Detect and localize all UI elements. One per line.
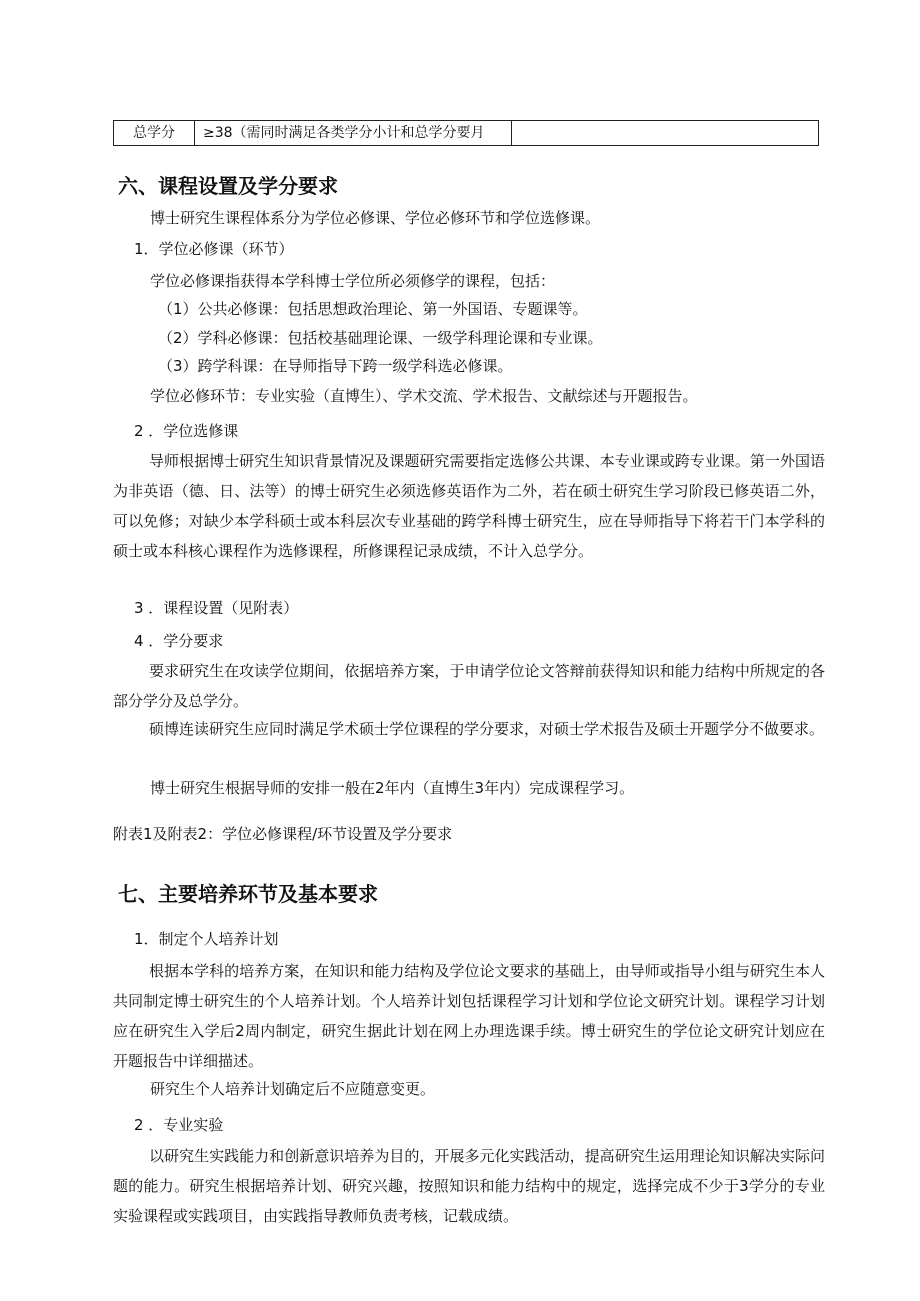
section6-heading: 六、课程设置及学分要求 [118,174,338,198]
section7-item2-para: 以研究生实践能力和创新意识培养为目的，开展多元化实践活动，提高研究生运用理论知识解决实际问题的能力。研究生根据培养计划、研究兴趣，按照知识和能力结构中的规定，选择完成不少于3学分的专业实验课程或实践项目，由实践指导教师负责考核，记载成绩。 [113,1147,825,1225]
section6-item1-desc: 学位必修课指获得本学科博士学位所必须修学的课程，包括： [150,272,556,290]
section6-item2-title: 2 ．学位选修课 [134,422,239,440]
section6-item4-para2: 硕博连读研究生应同时满足学术硕士学位课程的学分要求，对硕士学术报告及硕士开题学分不做要求。 [149,720,825,738]
total-credits-extra [512,121,818,145]
section6-item2-para: 导师根据博士研究生知识背景情况及课题研究需要指定选修公共课、本专业课或跨专业课。第一外国语为非英语（德、日、法等）的博士研究生必须选修英语作为二外，若在硕士研究生学习阶段已修英语二外，可以免修；对缺少本学科硕士或本科层次专业基础的跨学科博士研究生，应在导师指导下将若干门本学科的硕士或本科核心课程作为选修课程，所修课程记录成绩，不计入总学分。 [113,452,825,560]
section6-item3-title: 3 ．课程设置（见附表） [134,599,299,617]
section6-sub1: （1）公共必修课：包括思想政治理论、第一外国语、专题课等。 [158,300,588,318]
section7-item1-title: 1．制定个人培养计划 [134,930,279,948]
total-credits-table [113,120,819,146]
total-credits-value: ≥38（需同时满足各类学分小计和总学分要月 [195,121,512,145]
section6-intro: 博士研究生课程体系分为学位必修课、学位必修环节和学位选修课。 [150,209,601,227]
section6-links: 学位必修环节：专业实验（直博生）、学术交流、学术报告、文献综述与开题报告。 [150,387,698,405]
section7-item2-title: 2 ．专业实验 [134,1116,224,1134]
section6-item4-title: 4 ．学分要求 [134,632,224,650]
section6-appendix: 附表1及附表2：学位必修课程/环节设置及学分要求 [113,825,453,843]
section7-heading: 七、主要培养环节及基本要求 [118,882,378,906]
section6-item1-title: 1．学位必修课（环节） [134,240,294,258]
section7-item1-para2: 研究生个人培养计划确定后不应随意变更。 [150,1080,436,1098]
total-credits-label: 总学分 [114,121,195,145]
section6-sub2: （2）学科必修课：包括校基础理论课、一级学科理论课和专业课。 [158,329,603,347]
section6-item4-para3: 博士研究生根据导师的安排一般在2年内（直博生3年内）完成课程学习。 [150,779,635,797]
section6-sub3: （3）跨学科课：在导师指导下跨一级学科选必修课。 [158,357,513,375]
section7-item1-para1: 根据本学科的培养方案，在知识和能力结构及学位论文要求的基础上，由导师或指导小组与研究生本人共同制定博士研究生的个人培养计划。个人培养计划包括课程学习计划和学位论文研究计划。课程学习计划应在研究生入学后2周内制定，研究生据此计划在网上办理选课手续。博士研究生的学位论文研究计划应在开题报告中详细描述。 [113,962,825,1070]
section6-item4-para1: 要求研究生在攻读学位期间，依据培养方案，于申请学位论文答辩前获得知识和能力结构中所规定的各部分学分及总学分。 [113,662,825,710]
